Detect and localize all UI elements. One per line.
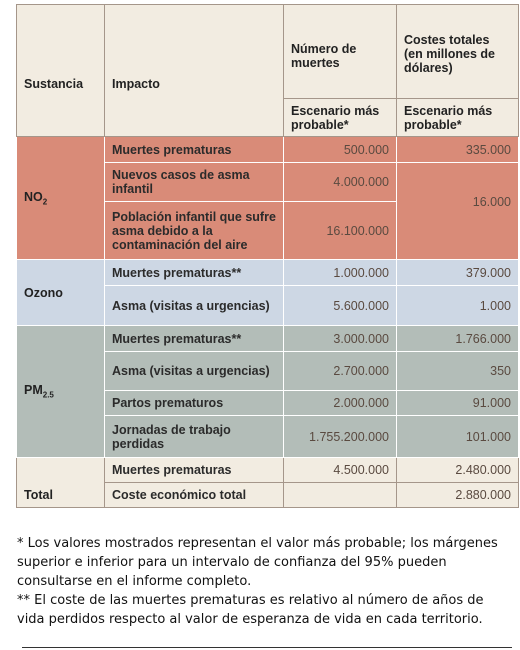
substance-no2-subscript: 2 bbox=[42, 197, 48, 207]
deaths-cell: 4.000.000 bbox=[284, 163, 397, 202]
cost-cell: 335.000 bbox=[397, 137, 519, 163]
deaths-cell: 1.000.000 bbox=[284, 260, 397, 286]
cost-cell: 91.000 bbox=[397, 391, 519, 416]
substance-pm-label: PM bbox=[24, 383, 43, 398]
impact-cell: Muertes prematuras** bbox=[105, 326, 284, 352]
cost-cell: 379.000 bbox=[397, 260, 519, 286]
impact-cell: Jornadas de trabajo perdidas bbox=[105, 416, 284, 458]
deaths-cell: 4.500.000 bbox=[284, 458, 397, 483]
data-table bbox=[16, 4, 519, 508]
table-row bbox=[17, 326, 519, 352]
impact-cell: Muertes prematuras bbox=[105, 137, 284, 163]
table-row bbox=[17, 260, 519, 286]
substance-total: Total bbox=[17, 458, 105, 508]
deaths-cell bbox=[284, 483, 397, 508]
deaths-cell: 16.100.000 bbox=[284, 202, 397, 260]
table-row bbox=[17, 137, 519, 163]
cost-cell: 2.480.000 bbox=[397, 458, 519, 483]
cost-cell: 1.766.000 bbox=[397, 326, 519, 352]
impact-cell: Asma (visitas a urgencias) bbox=[105, 286, 284, 326]
deaths-cell: 3.000.000 bbox=[284, 326, 397, 352]
impact-cell: Partos prematuros bbox=[105, 391, 284, 416]
cost-cell: 101.000 bbox=[397, 416, 519, 458]
deaths-cell: 2.000.000 bbox=[284, 391, 397, 416]
header-sustancia: Sustancia bbox=[17, 5, 105, 137]
deaths-cell: 500.000 bbox=[284, 137, 397, 163]
table-row bbox=[17, 458, 519, 483]
header-impacto: Impacto bbox=[105, 5, 284, 137]
deaths-cell: 1.755.200.000 bbox=[284, 416, 397, 458]
impact-cell: Muertes prematuras** bbox=[105, 260, 284, 286]
impact-cell: Nuevos casos de asma infantil bbox=[105, 163, 284, 202]
footnotes bbox=[17, 534, 512, 629]
subheader-muertes: Escenario más probable* bbox=[284, 99, 397, 137]
subheader-costes: Escenario más probable* bbox=[397, 99, 519, 137]
cost-cell: 350 bbox=[397, 352, 519, 391]
cost-cell-shared: 16.000 bbox=[397, 163, 519, 260]
header-costes: Costes totales (en millones de dólares) bbox=[397, 5, 519, 99]
impact-cell: Muertes prematuras bbox=[105, 458, 284, 483]
bottom-divider bbox=[22, 647, 512, 648]
substance-ozono: Ozono bbox=[17, 260, 105, 326]
impact-cell: Coste económico total bbox=[105, 483, 284, 508]
deaths-cell: 2.700.000 bbox=[284, 352, 397, 391]
header-row bbox=[17, 5, 519, 99]
cost-cell: 2.880.000 bbox=[397, 483, 519, 508]
footnote-double-asterisk: ** El coste de las muertes prematuras es relativo al número de años de vida perdidos respecto al valor de esperanza de vida en cada territorio. bbox=[17, 593, 484, 627]
substance-no2-label: NO bbox=[24, 189, 43, 204]
impact-cell: Asma (visitas a urgencias) bbox=[105, 352, 284, 391]
substance-pm-subscript: 2.5 bbox=[42, 390, 54, 400]
deaths-cell: 5.600.000 bbox=[284, 286, 397, 326]
substance-no2 bbox=[17, 137, 105, 260]
impact-cell: Población infantil que sufre asma debido a la contaminación del aire bbox=[105, 202, 284, 260]
cost-cell: 1.000 bbox=[397, 286, 519, 326]
substance-pm25 bbox=[17, 326, 105, 458]
footnote-single-asterisk: * Los valores mostrados representan el valor más probable; los márgenes superior e inferior para un intervalo de confianza del 95% pueden consultarse en el informe completo. bbox=[17, 536, 498, 589]
header-muertes: Número de muertes bbox=[284, 5, 397, 99]
